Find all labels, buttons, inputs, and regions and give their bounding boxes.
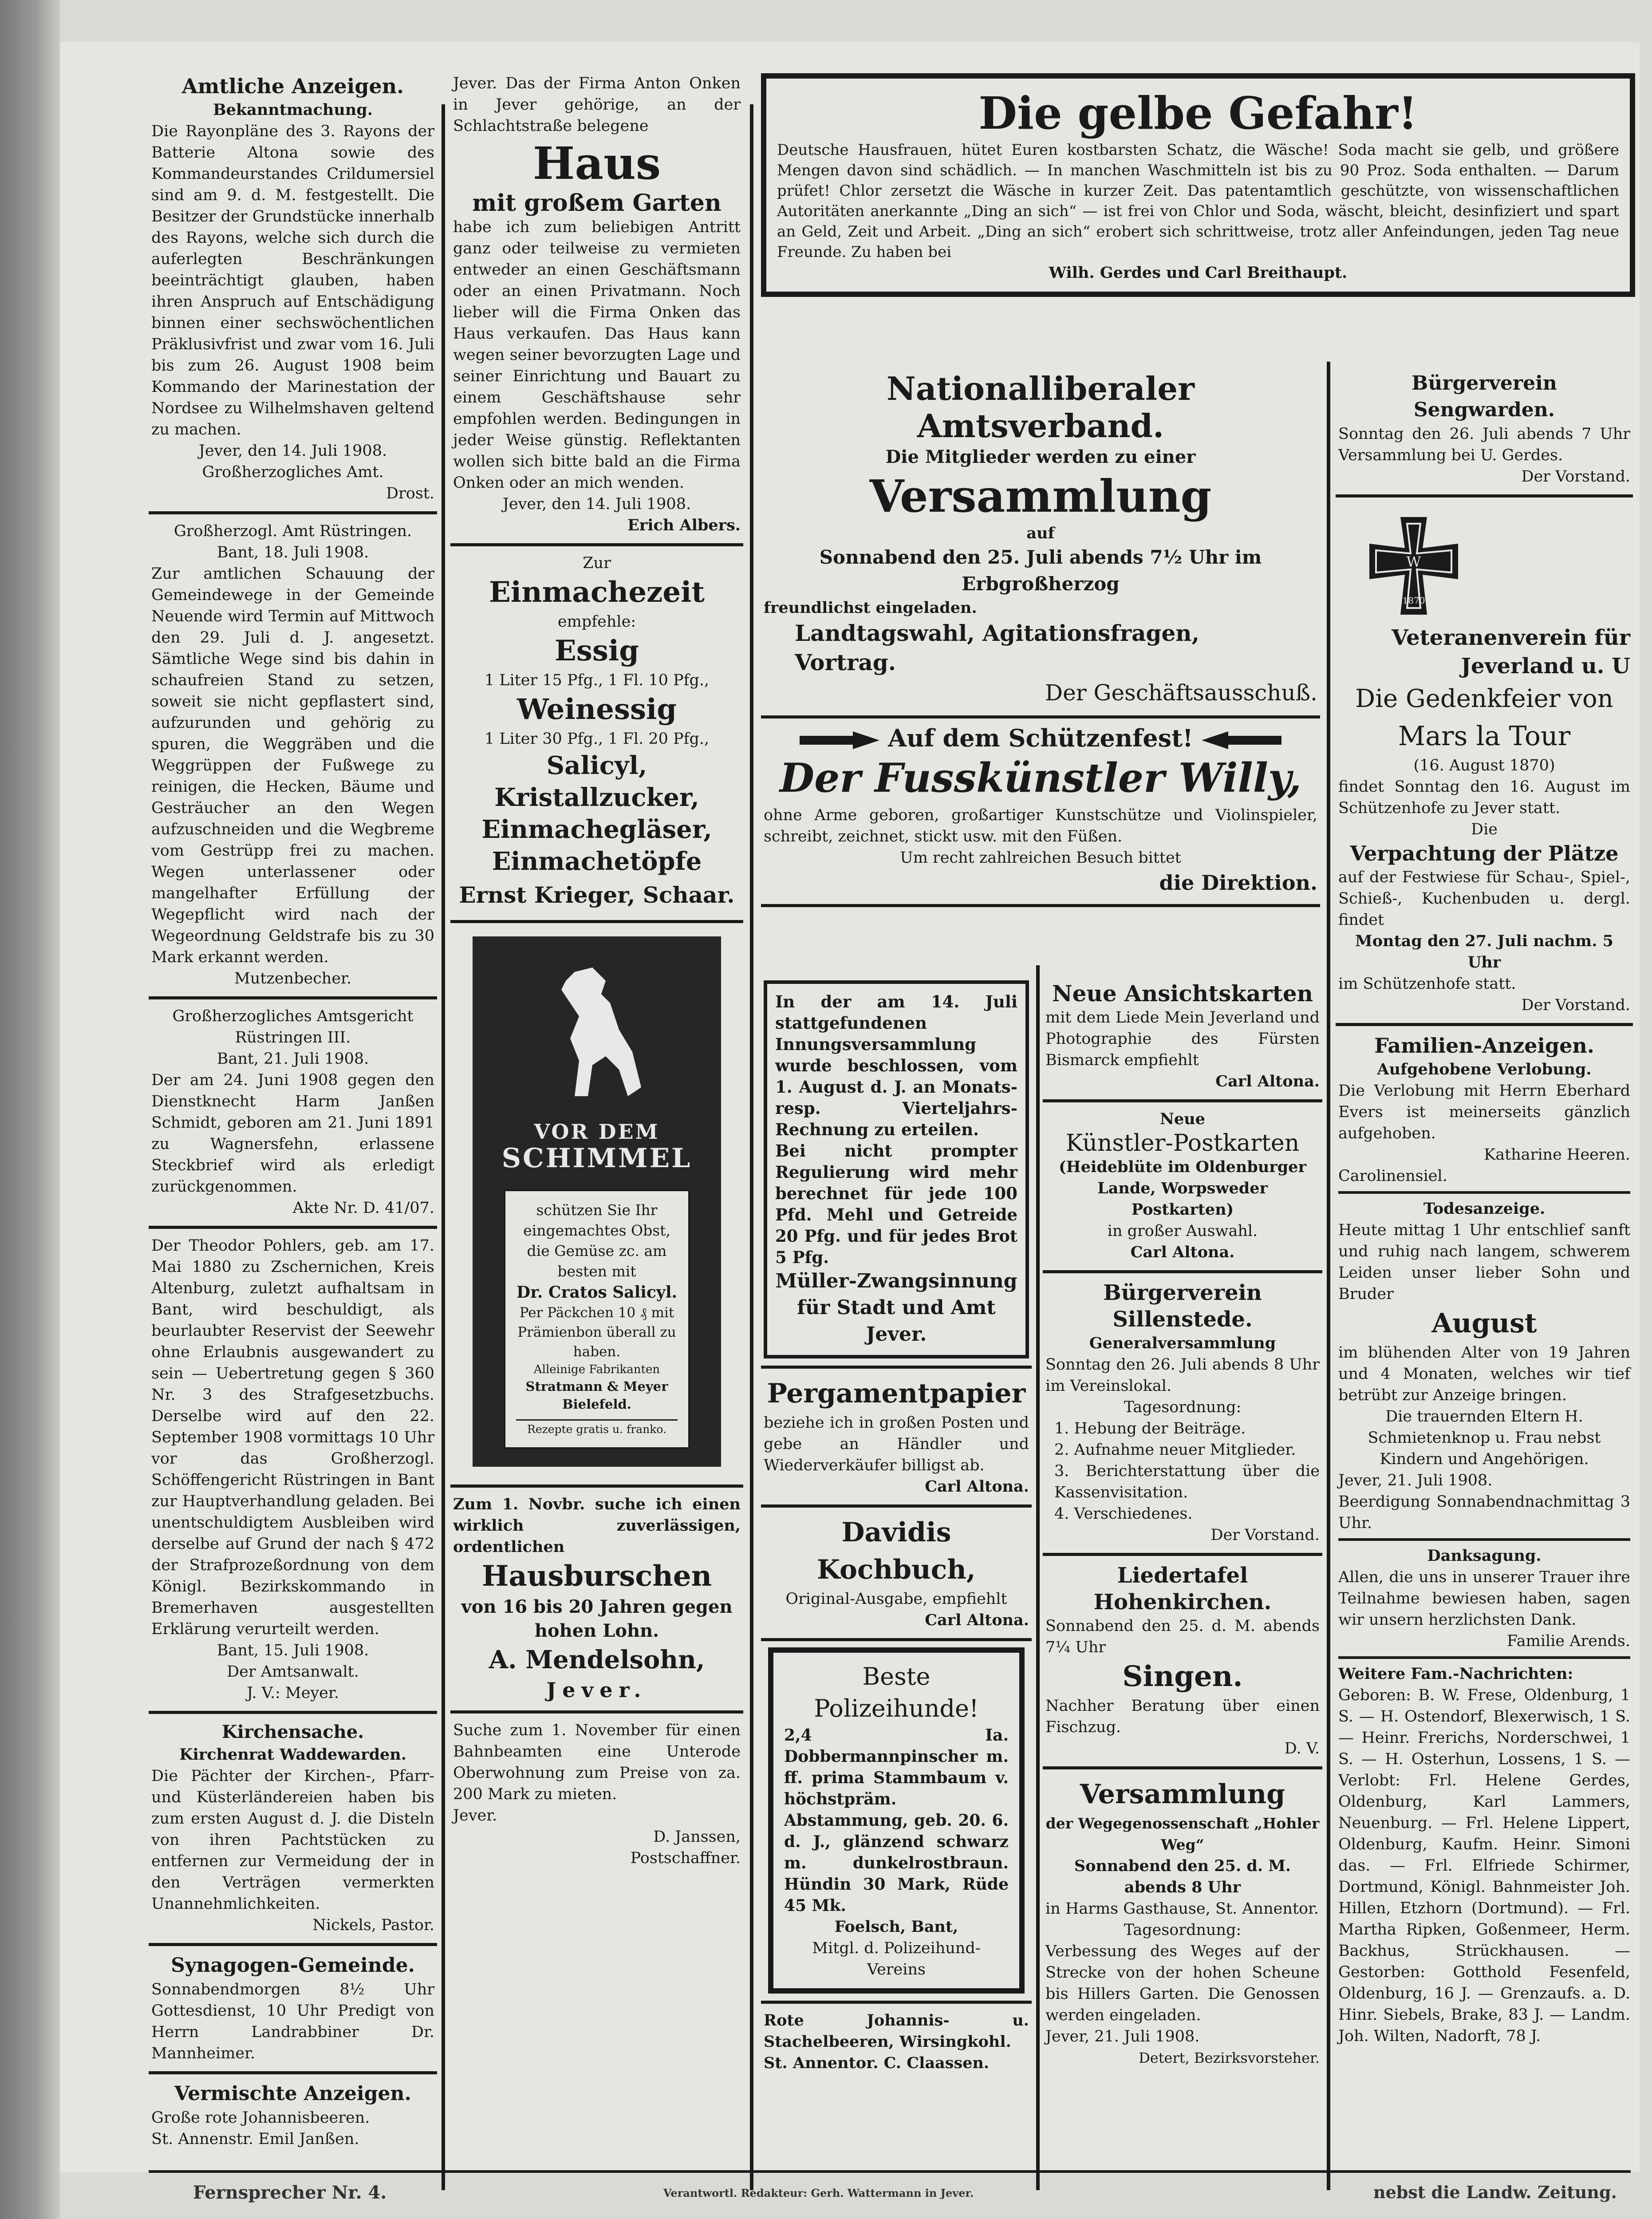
polizei-sign1: Foelsch, Bant, [834, 1918, 958, 1936]
wege-place: in Harms Gasthause, St. Annentor. [1045, 1900, 1319, 1918]
vermischte-sign: St. Annenstr. Emil Janßen. [151, 2130, 359, 2148]
gericht-title: Großherzogliches Amtsgericht Rüstringen III. [172, 1007, 414, 1046]
hausbursche-title: Hausburschen [481, 1560, 712, 1593]
einmachezeit-ad [450, 546, 743, 923]
johannis-ad [761, 2004, 1032, 2081]
tod-body2: im blühenden Alter von 19 Jahren und 4 Monaten, welches wir tief betrübt zur Anzeige bringen. [1338, 1344, 1630, 1404]
wohnung-sign2: Postschaffner. [630, 1849, 741, 1867]
kunstler-sub: (Heideblüte im Oldenburger Lande, Worpsweder Postkarten) [1059, 1158, 1306, 1219]
amt-title: Großherzogl. Amt Rüstringen. [173, 522, 412, 540]
kuenstler-postkarten-ad [1043, 1102, 1322, 1273]
lieder-sign: D. V. [1284, 1740, 1320, 1757]
davidis-sign: Carl Altona. [925, 1611, 1029, 1629]
sengwarden-ad [1336, 364, 1633, 497]
hausburschen-ad [450, 1488, 743, 1714]
column-1 [149, 67, 437, 2157]
veteran-gedenk: Die Gedenkfeier von [1355, 684, 1613, 713]
wege-title: Versammlung [1080, 1779, 1285, 1810]
schimmel-maker-label: Alleinige Fabrikanten [533, 1363, 660, 1376]
natlib-versammlung: Versammlung [869, 470, 1212, 522]
gefahr-frame [761, 73, 1635, 297]
wege-sign: Detert, Bezirksvorsteher. [1139, 2049, 1320, 2066]
einmache-firm: Ernst Krieger, Schaar. [459, 882, 735, 908]
seng-body: Sonntag den 26. Juli abends 7 Uhr Versammlung bei U. Gerdes. [1338, 425, 1630, 464]
einmache-zur: Zur [583, 554, 611, 572]
amt-sign: Mutzenbecher. [234, 970, 352, 987]
divider [1338, 1538, 1630, 1541]
kunstler-body: in großer Auswahl. [1107, 1222, 1258, 1240]
vermischte-body: Große rote Johannisbeeren. [151, 2109, 370, 2127]
kirche-sub: Kirchenrat Waddewarden. [179, 1745, 406, 1764]
natlib-topics1: Landtagswahl, Agitationsfragen, [795, 620, 1200, 646]
weinessig-title: Weinessig [516, 693, 677, 726]
haus-body: habe ich zum beliebigen Antritt ganz oder teilweise zu vermieten entweder an einen Geschäftsmann oder an einen Privatmann. Noch lieber will die Firma Onken das Haus verkaufen. Das Haus kann wegen seiner bevorzugten Lage und seiner Einrichtung und Bauart zu einem Geschäftshause sehr empfohlen werden. Bedingungen in jeder Weise günstig. Reflektanten wollen sich bitte bald an die Firma Onken oder an mich wenden. [453, 218, 741, 492]
amt-body: Zur amtlichen Schauung der Gemeindewege in der Gemeinde Neuende wird Termin auf Mittwoch den 29. Juli d. J. angesetzt. Sämtliche Wege sind bis dahin in schaufreien Stand zu setzen, soweit sie nicht gepflastert sind, aufzurunden und gehörig zu spuren, die Weggräben und die Weggrüppen der Fußwege zu reinigen, die Hecken, Bäume und Gesträucher an den Wegen aufzuschneiden und die Wegbreme vom Gestrüpp frei zu machen. Wegen unterlassener oder mangelhafter Erfüllung der Wegepflicht wird nach der Wegeordnung Geldstrafe bis zu 30 Mark erkannt werden. [151, 565, 434, 966]
wege-sub: der Wegegenossenschaft „Hohler Weg“ [1045, 1815, 1320, 1853]
centre-wide [761, 364, 1320, 907]
verlobung-sign2: Carolinensiel. [1338, 1167, 1447, 1185]
haus-title: Haus [532, 137, 661, 190]
kirche-sign: Nickels, Pastor. [312, 1916, 434, 1934]
schimmel-box [473, 936, 721, 1467]
fuss-head: Auf dem Schützenfest! [888, 724, 1193, 752]
pohlers-office: Der Amtsanwalt. [227, 1663, 359, 1681]
hausbursche-firm: A. Mendelsohn, [489, 1645, 705, 1674]
pointing-hand-left-icon [1202, 729, 1281, 751]
haus-ad [450, 67, 743, 546]
footer-right: nebst die Landw. Zeitung. [1373, 2182, 1617, 2202]
lieder-body: Sonnabend den 25. d. M. abends 7¼ Uhr [1045, 1617, 1320, 1656]
familien-section [1336, 1026, 1633, 2054]
haus-subtitle: mit großem Garten [472, 190, 722, 217]
familie-title: Familien-Anzeigen. [1374, 1034, 1594, 1058]
fusskuenstler-ad [761, 719, 1320, 907]
liedertafel-ad [1043, 1556, 1322, 1769]
lieder-title: Liedertafel Hohenkirchen. [1093, 1563, 1272, 1615]
amtliche-section [149, 67, 437, 514]
einmache-item: Einmachegläser, [481, 815, 712, 844]
schimmel-text2: Per Päckchen 10 ₰ mit Prämienbon überall zu haben. [517, 1305, 676, 1360]
column-5 [1336, 364, 1633, 2054]
fuss-head-row [764, 725, 1317, 751]
johannis-body: Rote Johannis- u. Stachelbeeren, Wirsingkohl. [764, 2011, 1029, 2051]
wohnung-ad [450, 1714, 743, 1876]
column-3 [761, 974, 1032, 2081]
natlib-ad [761, 364, 1320, 719]
wegegenossenschaft-ad [1043, 1769, 1322, 2076]
kunstler-sign: Carl Altona. [1130, 1243, 1235, 1261]
sillen-title: Bürgerverein Sillenstede. [1103, 1280, 1262, 1332]
perg-sign: Carl Altona. [925, 1477, 1029, 1496]
polizei-sign2: Mitgl. d. Polizeihund-Vereins [812, 1939, 981, 1978]
ansicht-title: Neue Ansichtskarten [1052, 980, 1313, 1007]
gericht-date: Bant, 21. Juli 1908. [217, 1050, 369, 1068]
vermischte-section [149, 2074, 437, 2157]
sillenstede-ad [1043, 1273, 1322, 1556]
fuss-body: ohne Arme geboren, großartiger Kunstschütze und Violinspieler, schreibt, zeichnet, stickt usw. mit den Füßen. [764, 806, 1317, 845]
ansicht-sign: Carl Altona. [1215, 1072, 1320, 1090]
footer-left: Fernsprecher Nr. 4. [193, 2182, 387, 2203]
pohlers-notice [149, 1229, 437, 1714]
amtliche-heading: Amtliche Anzeigen. [181, 74, 404, 98]
veteran-date: (16. August 1870) [1413, 757, 1555, 774]
natlib-invite: freundlichst eingeladen. [764, 599, 977, 617]
kunstler-title: Künstler-Postkarten [1065, 1130, 1300, 1157]
wege-agenda-title: Tagesordnung: [1124, 1921, 1242, 1939]
sillen-agenda-item: 4. Verschiedenes. [1054, 1505, 1193, 1523]
synagoge-body: Sonnabendmorgen 8½ Uhr Gottesdienst, 10 Uhr Predigt von Herrn Landrabbiner Dr. Mannheimer. [151, 1981, 434, 2062]
kirchensache-notice [149, 1714, 437, 1946]
schimmel-brand-bottom: SCHIMMEL [501, 1143, 692, 1174]
schimmel-inner-text [504, 1189, 690, 1449]
pointing-hand-right-icon [800, 729, 879, 751]
polizei-frame [768, 1647, 1025, 1994]
column-4 [1043, 974, 1322, 2076]
mueller-body1: In der am 14. Juli stattgefundenen Innungsversammlung wurde beschlossen, vom 1. August d. J. an Monats- resp. Vierteljahrs-Rechnung zu erteilen. [775, 992, 1017, 1139]
davidis-body: Original-Ausgabe, empfiehlt [785, 1590, 1007, 1608]
polizeihunde-ad [761, 1641, 1032, 2004]
footer-mid: Verantwortl. Redakteur: Gerh. Wattermann in Jever. [663, 2187, 974, 2199]
fuss-ask: Um recht zahlreichen Besuch bittet [900, 849, 1181, 867]
veteranenverein-ad [1336, 497, 1633, 1026]
natlib-auf: auf [1026, 524, 1055, 542]
gefahr-body: Deutsche Hausfrauen, hütet Euren kostbarsten Schatz, die Wäsche! Soda macht sie gelb, und größere Mengen davon sind schädlich. — In manchen Waschmitteln ist bis zu 90 Proz. Soda enthalten. — Darum prüfet! Chlor zersetzt die Wäsche in kurzer Zeit. Das patentamtlich geschützte, von wissenschaftlichen Autoritäten anerkannte „Ding an sich“ — ist frei von Chlor und Soda, wäscht, bleicht, desinfiziert und spart an Geld, Zeit und Arbeit. „Ding an sich“ erobert sich schrittweise, trotz aller Anfeindungen, jeden Tag neue Freunde. Zu haben bei [777, 141, 1619, 261]
veteran-date2: Montag den 27. Juli nachm. 5 Uhr [1355, 932, 1613, 971]
pohlers-body: Der Theodor Pohlers, geb. am 17. Mai 1880 zu Zschernichen, Kreis Altenburg, zuletzt aufhaltsam in Bant, wird beschuldigt, als beurlaubter Reservist der Seewehr ohne Erlaubnis ausgewandert zu sein — Uebertretung gegen § 360 Nr. 3 des Strafgesetzbuchs. Derselbe wird auf den 22. September 1908 vormittags 10 Uhr vor das Großherzogl. Schöffengericht Rüstringen in Bant zur Hauptverhandlung geladen. Bei unentschuldigtem Ausbleiben wird derselbe auf Grund der nach § 472 der Strafprozeßordnung von dem Königl. Bezirkskommando in Bremerhaven ausgestellten Erklärung verurteilt werden. [151, 1237, 434, 1638]
column-rule-4 [1036, 965, 1040, 2190]
einmache-item: Kristallzucker, [494, 783, 699, 812]
gefahr-ad [761, 73, 1635, 297]
schimmel-footer: Rezepte gratis u. franko. [516, 1419, 678, 1438]
kunstler-neue: Neue [1160, 1110, 1205, 1128]
sillen-agenda-item: 3. Berichterstattung über die Kassenvisitation. [1054, 1462, 1320, 1501]
haus-sign: Erich Albers. [627, 516, 741, 534]
schimmel-ad [450, 923, 743, 1488]
tod-title: Todesanzeige. [1423, 1200, 1546, 1218]
pohlers-date: Bant, 15. Juli 1908. [217, 1642, 369, 1659]
natlib-title: Nationalliberaler Amtsverband. [887, 370, 1195, 445]
seng-title: Bürgerverein Sengwarden. [1411, 372, 1557, 421]
amt-date: Bant, 18. Juli 1908. [217, 544, 369, 561]
cross-year: 1870 [1402, 595, 1425, 606]
schimmel-text1: schützen Sie Ihr eingemachtes Obst, die Gemüse zc. am besten mit [523, 1201, 670, 1280]
polizei-title: Beste Polizeihunde! [814, 1662, 979, 1722]
sillen-body: Sonntag den 26. Juli abends 8 Uhr im Vereinslokal. [1045, 1356, 1320, 1395]
natlib-date: Sonnabend den 25. Juli abends 7½ Uhr im Erbgroßherzog [819, 546, 1262, 595]
fuss-sign: die Direktion. [1159, 871, 1317, 895]
tod-body: Heute mittag 1 Uhr entschlief sanft und ruhig nach langem, schwerem Leiden unser lieber Sohn und Bruder [1338, 1221, 1630, 1303]
tod-body3: Die trauernden Eltern H. Schmietenknop u. Frau nebst Kindern und Angehörigen. [1368, 1408, 1601, 1468]
pergament-ad [761, 1369, 1032, 1508]
sillen-agenda-item: 2. Aufnahme neuer Mitglieder. [1054, 1441, 1296, 1459]
synagoge-title: Synagogen-Gemeinde. [171, 1954, 415, 1977]
pohlers-sign: J. V.: Meyer. [247, 1684, 339, 1702]
bek-title: Bekanntmachung. [213, 101, 373, 119]
sillen-agenda-title: Tagesordnung: [1124, 1398, 1242, 1416]
gericht-ref: Akte Nr. D. 41/07. [292, 1199, 434, 1217]
haus-date: Jever, den 14. Juli 1908. [502, 495, 691, 513]
cross-letter: W [1406, 553, 1421, 570]
divider [1338, 1191, 1630, 1194]
column-rule-2 [750, 104, 753, 2190]
amtsgericht-notice [149, 999, 437, 1229]
ansicht-body: mit dem Liede Mein Jeverland und Photographie des Fürsten Bismarck empfiehlt [1045, 1009, 1320, 1069]
dank-body: Allen, die uns in unserer Trauer ihre Teilnahme bewiesen haben, sagen wir unsern herzlichsten Dank. [1338, 1568, 1630, 1629]
essig-price: 1 Liter 15 Pfg., 1 Fl. 10 Pfg., [484, 671, 710, 689]
ansichtskarten-ad [1043, 974, 1322, 1102]
gefahr-title: Die gelbe Gefahr! [978, 87, 1418, 139]
veteran-sign: Der Vorstand. [1521, 996, 1630, 1014]
verlobung-sign1: Katharine Heeren. [1484, 1146, 1630, 1164]
einmache-item: Einmachetöpfe [492, 847, 702, 876]
veteran-body2: auf der Festwiese für Schau-, Spiel-, Schieß-, Kuchenbuden u. dergl. findet [1338, 869, 1630, 929]
davidis-title: Davidis Kochbuch, [817, 1517, 976, 1585]
amt-ruestringen-notice [149, 514, 437, 999]
dank-sign: Familie Arends. [1506, 1632, 1630, 1650]
horse-icon [544, 963, 650, 1105]
hausbursche-town: Jever. [546, 1678, 647, 1702]
veteran-title: Veteranenverein für Jeverland u. U [1392, 625, 1630, 679]
wege-agenda: Verbessung des Weges auf der Strecke von der hohen Scheune bis Hillers Garten. Die Genossen werden eingeladen. [1045, 1943, 1320, 2024]
dank-title: Danksagung. [1427, 1547, 1542, 1565]
tod-body4: Beerdigung Sonnabendnachmittag 3 Uhr. [1338, 1493, 1630, 1532]
davidis-ad [761, 1508, 1032, 1641]
tod-date: Jever, 21. Juli 1908. [1338, 1472, 1493, 1489]
wohnung-sign1: D. Janssen, [653, 1828, 741, 1846]
veteran-verp: Verpachtung der Plätze [1350, 841, 1619, 865]
natlib-sign: Der Geschäftsausschuß. [1045, 680, 1317, 706]
divider [1338, 1656, 1630, 1659]
schimmel-product: Dr. Cratos Salicyl. [516, 1283, 678, 1302]
schimmel-maker: Stratmann & Meyer Bielefeld. [525, 1379, 668, 1412]
sillen-sign: Der Vorstand. [1210, 1526, 1320, 1544]
sillen-sub: Generalversammlung [1089, 1334, 1276, 1352]
tod-name: August [1431, 1308, 1537, 1339]
natlib-topics2: Vortrag. [795, 649, 896, 675]
mueller-sign: Müller-Zwangsinnung für Stadt und Amt Jever. [775, 1270, 1017, 1346]
wege-date2: Jever, 21. Juli 1908. [1045, 2028, 1200, 2045]
weitere-title: Weitere Fam.-Nachrichten: [1338, 1665, 1573, 1683]
sillen-agenda-item: 1. Hebung der Beiträge. [1054, 1420, 1246, 1437]
column-2 [450, 67, 743, 1876]
schimmel-brand-top: VOR DEM [534, 1120, 660, 1144]
haus-intro: Jever. Das der Firma Anton Onken in Jever gehörige, an der Schlachtstraße belegene [453, 75, 741, 135]
natlib-sub: Die Mitglieder werden zu einer [885, 446, 1196, 467]
einmache-empfehle: empfehle: [557, 613, 636, 631]
mueller-box [764, 980, 1029, 1358]
einmache-title: Einmachezeit [489, 576, 705, 609]
wohnung-body: Suche zum 1. November für einen Bahnbeamten eine Unterode Oberwohnung zum Preise von za. 200 Mark zu mieten. [453, 1722, 741, 1803]
fuss-title: Der Fusskünstler Willy, [780, 754, 1301, 802]
perg-title: Pergamentpapier [767, 1378, 1026, 1409]
wohnung-place: Jever. [453, 1807, 497, 1824]
polizei-body: 2,4 Ia. Dobbermannpinscher m. ff. prima Stammbaum v. höchstpräm. Abstammung, geb. 20. 6. d. J., glänzend schwarz m. dunkelrostbraun. Hündin 30 Mark, Rüde 45 Mk. [784, 1726, 1009, 1915]
book-spine-shadow [0, 0, 60, 2219]
gefahr-sign: Wilh. Gerdes und Carl Breithaupt. [1049, 264, 1348, 282]
synagoge-notice [149, 1946, 437, 2074]
seng-sign: Der Vorstand. [1521, 468, 1630, 486]
vermischte-title: Vermischte Anzeigen. [174, 2082, 411, 2105]
einmache-item: Salicyl, [546, 751, 647, 780]
bek-office: Großherzogliches Amt. [202, 463, 384, 481]
essig-title: Essig [555, 634, 639, 667]
weitere-body: Geboren: B. W. Frese, Oldenburg, 1 S. — H. Ostendorf, Blexerwisch, 1 S. — Heinr. Frerichs, Norderschwei, 1 S. — H. Osterhun, Lossens, 1 S. — Verlobt: Frl. Helene Gerdes, Oldenburg, Karl Lammers, Neuenburg. — Frl. Helene Lippert, Oldenburg, Kaufm. Heinr. Simoni das. — Frl. Elfriede Schirmer, Dortmund, Königl. Bahnmeister Joh. Hillen, Etzhorn (Dortmund). — Frl. Martha Ripken, Goßenmeer, Herm. Backhus, Strückhausen. — Gestorben: Gotthold Fesenfeld, Oldenburg, 16 J. — Grenzaufs. a. D. Hinr. Siebels, Brake, 83 J. — Landm. Joh. Wilten, Nadorft, 78 J. [1338, 1686, 1630, 2045]
newspaper-page [60, 42, 1640, 2203]
johannis-sign: St. Annentor. C. Claassen. [764, 2054, 990, 2072]
bek-sign: Drost. [386, 485, 434, 502]
lieder-after: Nachher Beratung über einen Fischzug. [1045, 1697, 1320, 1736]
verlobung-body: Die Verlobung mit Herrn Eberhard Evers ist meinerseits gänzlich aufgehoben. [1338, 1082, 1630, 1142]
mueller-innung-ad [761, 974, 1032, 1369]
bottom-rule [149, 2170, 1631, 2173]
column-rule-3 [1327, 362, 1330, 2190]
veteran-place2: im Schützenhofe statt. [1338, 975, 1516, 993]
column-rule-1 [442, 104, 445, 2190]
hausbursche-intro: Zum 1. Novbr. suche ich einen wirklich zuverlässigen, ordentlichen [453, 1495, 741, 1556]
verlobung-title: Aufgehobene Verlobung. [1377, 1060, 1592, 1078]
perg-body: beziehe ich in großen Posten und gebe an Händler und Wiederverkäufer billigst ab. [764, 1414, 1029, 1474]
mueller-body2: Bei nicht prompter Regulierung wird mehr berechnet für jede 100 Pfd. Mehl und Getreide 20 Pfg. und für jedes Brot 5 Pfg. [775, 1141, 1017, 1267]
bek-date: Jever, den 14. Juli 1908. [198, 442, 387, 460]
veteran-mars: Mars la Tour [1398, 721, 1571, 752]
weinessig-price: 1 Liter 30 Pfg., 1 Fl. 20 Pfg., [484, 730, 710, 748]
wege-date: Sonnabend den 25. d. M. abends 8 Uhr [1074, 1857, 1291, 1896]
gericht-body: Der am 24. Juni 1908 gegen den Dienstknecht Harm Janßen Schmidt, geboren am 21. Juni 1891 zu Wagnersfehn, erlassene Steckbrief wird als erledigt zurückgenommen. [151, 1071, 434, 1196]
kirche-body: Die Pächter der Kirchen-, Pfarr- und Küsterländereien haben bis zum ersten August d. J. die Disteln von ihren Pachtstücken zu entfernen zur Vermeidung der in den Verträgen vermerkten Unannehmlichkeiten. [151, 1767, 434, 1913]
iron-cross-icon [1365, 513, 1463, 619]
lieder-singen: Singen. [1122, 1660, 1243, 1693]
veteran-body: findet Sonntag den 16. August im Schützenhofe zu Jever statt. [1338, 778, 1630, 817]
veteran-die: Die [1471, 821, 1498, 838]
bek-body: Die Rayonpläne des 3. Rayons der Batterie Altona sowie des Kommandeurstandes Crildumersiel sind am 9. d. M. festgestellt. Die Besitzer der Grundstücke innerhalb des Rayons, welche sich durch die auferlegten Beschränkungen beeinträchtigt glauben, haben ihren Anspruch auf Entschädigung binnen einer sechswöchentlichen Präklusivfrist und zwar vom 16. Juli bis zum 26. August 1908 beim Kommando der Marinestation der Nordsee zu Wilhelmshaven geltend zu machen. [151, 122, 434, 438]
hausbursche-body: von 16 bis 20 Jahren gegen hohen Lohn. [461, 1596, 733, 1641]
kirche-title: Kirchensache. [221, 1722, 364, 1742]
